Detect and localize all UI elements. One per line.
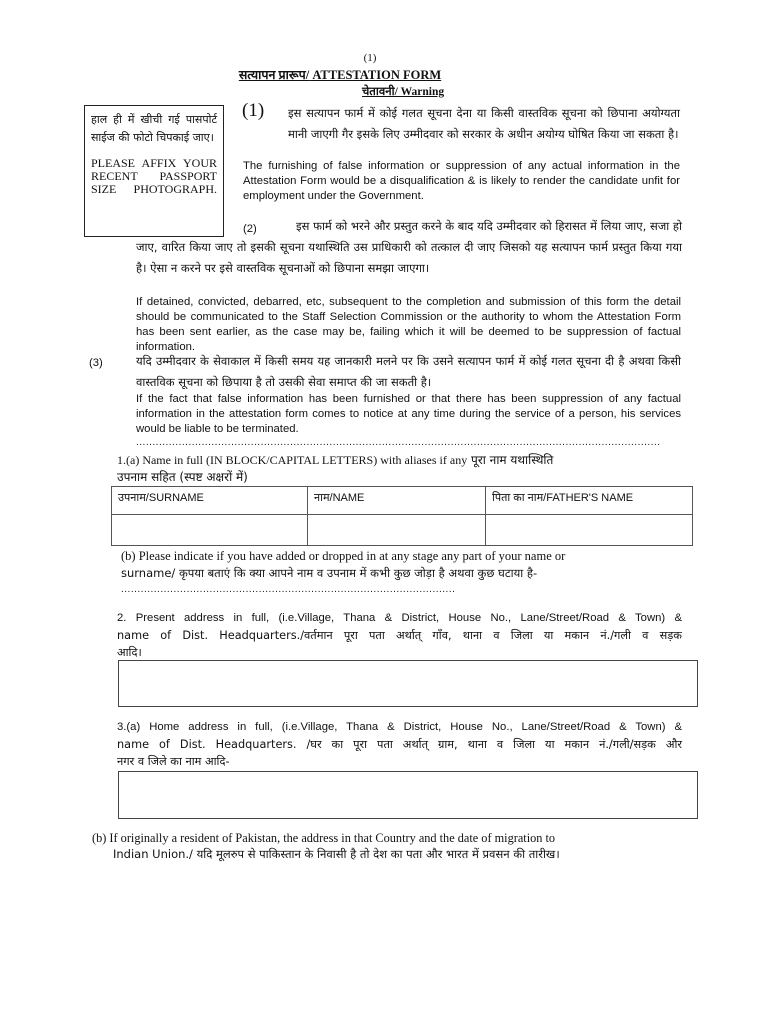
dotted-separator: ................................................................................................................................................................ xyxy=(136,437,661,448)
photo-box-hindi: हाल ही में खीची गई पासपोर्ट साईज की फोटो चिपकाई जाए। xyxy=(91,113,217,144)
form-title-hindi: सत्यापन प्रारूप/ xyxy=(238,68,310,82)
warning-2-english: If detained, convicted, debarred, etc, subsequent to the completion and submission of this form the detail should be communicated to the Staff Selection Commission or the authority to whom the Attestation Form has been sent earlier, as the case may be, failing which it will be deemed to be suppression of factual information. xyxy=(136,296,681,353)
q1b-mixed: surname/ कृपया बताएं कि क्या आपने नाम व उपनाम में कभी कुछ जोड़ा है अथवा कुछ घटाया है- xyxy=(121,566,538,580)
q1a-hindi-1: पूरा नाम यथास्थिति xyxy=(467,453,554,467)
surname-header: उपनाम/SURNAME xyxy=(112,487,308,515)
form-title xyxy=(0,66,680,83)
surname-field[interactable] xyxy=(112,515,308,546)
q3a-line-3: नगर व जिले का नाम आदि- xyxy=(117,755,230,768)
q1a-label xyxy=(117,452,687,486)
q1b-answer-line[interactable]: ...................................................................................................... xyxy=(121,584,456,595)
photo-box-english: PLEASE AFFIX YOUR RECENT PASSPORT SIZE PHOTOGRAPH. xyxy=(91,156,217,196)
name-field[interactable] xyxy=(308,515,486,546)
q3b-line-2: Indian Union./ यदि मूलरुप से पाकिस्तान के निवासी है तो देश का पता और भारत में प्रवसन की तारीख। xyxy=(113,847,560,861)
name-table-header xyxy=(112,487,693,515)
q2-line-1: 2. Present address in full, (i.e.Village, Thana & District, House No., Lane/Street/Road & Town) & xyxy=(117,612,682,624)
warning-1-number: (1) xyxy=(242,100,265,121)
q3a-line-1: 3.(a) Home address in full, (i.e.Village, Thana & District, House No., Lane/Street/Road & Town) & xyxy=(117,721,682,733)
name-table xyxy=(111,486,693,546)
page-number: (1) xyxy=(363,52,377,64)
warning-2-number: (2) xyxy=(243,223,257,235)
q1a-english: 1.(a) Name in full (IN BLOCK/CAPITAL LETTERS) with aliases if any xyxy=(117,453,468,467)
fathers-name-field[interactable] xyxy=(486,515,693,546)
warning-3-english: If the fact that false information has been furnished or that there has been suppression of any factual information in the attestation form comes to notice at any time during the service of a person, his services would be liable to be terminated. xyxy=(136,393,681,435)
q1b-english: (b) Please indicate if you have added or dropped in at any stage any part of your name or xyxy=(121,549,566,563)
q2-label xyxy=(117,610,682,661)
present-address-field[interactable] xyxy=(118,660,698,707)
warning-3-number: (3) xyxy=(89,357,103,369)
warning-1-english: The furnishing of false information or suppression of any actual information in the Attestation Form would be a disqualification & is likely to render the candidate unfit for employment under the Government. xyxy=(243,160,680,202)
warning-1-hindi: इस सत्यापन फार्म में कोई गलत सूचना देना या किसी वास्तविक सूचना को छिपाना अयोग्यता मानी जाएगी गैर इसके लिए उम्मीदवार को सरकार के अधीन अयोग्य घोषित किया जा सकता है। xyxy=(288,106,680,141)
q1a-hindi-2: उपनाम सहित (स्पष्ट अक्षरों में) xyxy=(117,470,248,484)
warning-2-hindi: इस फार्म को भरने और प्रस्तुत करने के बाद यदि उम्मीदवार को हिरासत में लिया जाए, सजा हो जाए, वारित किया जाए तो इसकी सूचना यथास्थिति उस प्राधिकारी को तत्काल दी जाए जिसको यह सत्यापन फार्म प्रस्तुत किया गया है। ऐसा न करने पर इसे वास्तविक सूचनाओं को छिपाना समझा जाएगा। xyxy=(136,219,682,275)
name-table-row xyxy=(112,515,693,546)
q3b-line-1: (b) If originally a resident of Pakistan, the address in that Country and the date of migration to xyxy=(92,831,556,845)
q2-line-2: name of Dist. Headquarters./वर्तमान पूरा पता अर्थात् गाँव, थाना व जिला या मकान नं./गली व सड़क xyxy=(117,629,682,642)
q3a-line-2: name of Dist. Headquarters. /घर का पूरा पता अर्थात् ग्राम, थाना व जिला या मकान नं./गली/सड़क और xyxy=(117,738,682,751)
home-address-field[interactable] xyxy=(118,771,698,819)
warning-heading: चेतावनी/ Warning xyxy=(362,86,445,98)
warning-3-hindi: यदि उम्मीदवार के सेवाकाल में किसी समय यह जानकारी मलने पर कि उसने सत्यापन फार्म में कोई गलत सूचना दी है अथवा किसी वास्तविक सूचना को छिपाया है तो उसकी सेवा समाप्त की जा सकती है। xyxy=(136,354,681,389)
q2-line-3: आदि। xyxy=(117,646,142,659)
form-title-english: ATTESTATION FORM xyxy=(309,68,442,82)
name-header: नाम/NAME xyxy=(308,487,486,515)
q3a-label xyxy=(117,719,682,770)
fathers-name-header: पिता का नाम/FATHER'S NAME xyxy=(486,487,693,515)
